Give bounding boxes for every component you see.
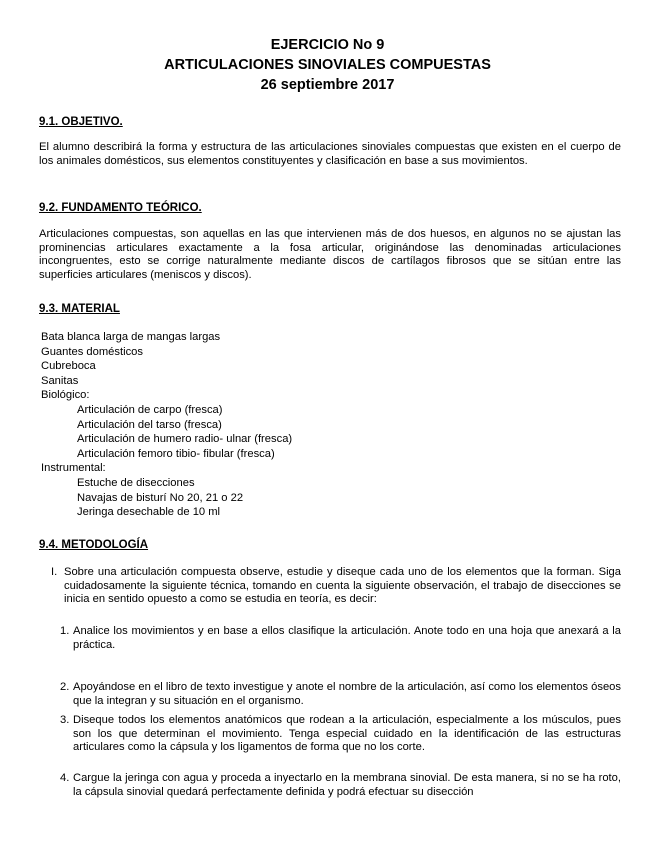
biologico-item: Articulación del tarso (fresca) — [77, 419, 222, 431]
material-item: Sanitas — [41, 375, 79, 387]
biologico-item: Articulación femoro tibio- fibular (fresca) — [77, 448, 275, 460]
instrumental-item: Navajas de bisturí No 20, 21 o 22 — [77, 492, 244, 504]
intro-marker: I. — [51, 566, 58, 578]
metodologia-step — [60, 681, 621, 708]
exercise-title: EJERCICIO No 9 — [270, 37, 385, 53]
step-number: 1. — [60, 625, 70, 637]
step-number: 4. — [60, 772, 70, 784]
heading-material: 9.3. MATERIAL — [39, 303, 120, 315]
step-text: Apoyándose en el libro de texto investigue y anote el nombre de la articulación, así como los elementos óseos que la integran y su situación en el organismo. — [73, 681, 621, 707]
heading-fundamento: 9.2. FUNDAMENTO TEÓRICO. — [39, 202, 202, 214]
material-item: Guantes domésticos — [41, 346, 143, 358]
instrumental-item: Jeringa desechable de 10 ml — [77, 506, 221, 518]
heading-objetivo: 9.1. OBJETIVO. — [39, 116, 123, 128]
instrumental-item: Estuche de disecciones — [77, 477, 195, 489]
biologico-item: Articulación de humero radio- ulnar (fresca) — [77, 433, 293, 445]
heading-metodologia: 9.4. METODOLOGÍA — [39, 539, 149, 551]
intro-text: Sobre una articulación compuesta observe, estudie y diseque cada uno de los elementos que la forman. Siga cuidadosamente la siguiente técnica, tomando en cuenta la siguiente observación, el trabajo de disecciones se inicia en sentido opuesto a como se estudia en teoría, es decir: — [64, 566, 621, 605]
step-number: 2. — [60, 681, 70, 693]
metodologia-step — [60, 625, 621, 652]
metodologia-intro — [51, 566, 621, 607]
material-biologico-label: Biológico: — [41, 389, 90, 401]
step-text: Diseque todos los elementos anatómicos que rodean a la articulación, especialmente a los músculos, pues son los que determinan el movimiento. Tenga especial cuidado en la identificación de las estructuras articulares como la cápsula y los ligamentos de forma que no los corte. — [73, 714, 621, 753]
metodologia-step — [60, 772, 621, 799]
fundamento-text: Articulaciones compuestas, son aquellas en las que intervienen más de dos huesos, en algunos no se ajustan las prominencias articulares exactamente a la fosa articular, originándose las denominadas articulaciones incongruentes, esto se corrige naturalmente mediante discos de cartílagos fibrosos que se sitúan entre las superficies articulares (meniscos y discos). — [39, 228, 621, 281]
objetivo-text: El alumno describirá la forma y estructura de las articulaciones sinoviales compuestas que existen en el cuerpo de los animales domésticos, sus elementos constituyentes y clasificación en base a sus movimientos. — [39, 141, 621, 167]
step-text: Cargue la jeringa con agua y proceda a inyectarlo en la membrana sinovial. De esta manera, si no se ha roto, la cápsula sinovial quedará perfectamente definida y podrá efectuar su disección — [73, 772, 621, 798]
material-instrumental-label: Instrumental: — [41, 462, 106, 474]
metodologia-step — [60, 714, 621, 755]
material-item: Bata blanca larga de mangas largas — [41, 331, 221, 343]
material-item: Cubreboca — [41, 360, 96, 372]
biologico-item: Articulación de carpo (fresca) — [77, 404, 223, 416]
exercise-subtitle: ARTICULACIONES SINOVIALES COMPUESTAS — [164, 57, 491, 73]
step-number: 3. — [60, 714, 70, 726]
step-text: Analice los movimientos y en base a ellos clasifique la articulación. Anote todo en una hoja que anexará a la práctica. — [73, 625, 621, 651]
exercise-date: 26 septiembre 2017 — [260, 77, 395, 93]
